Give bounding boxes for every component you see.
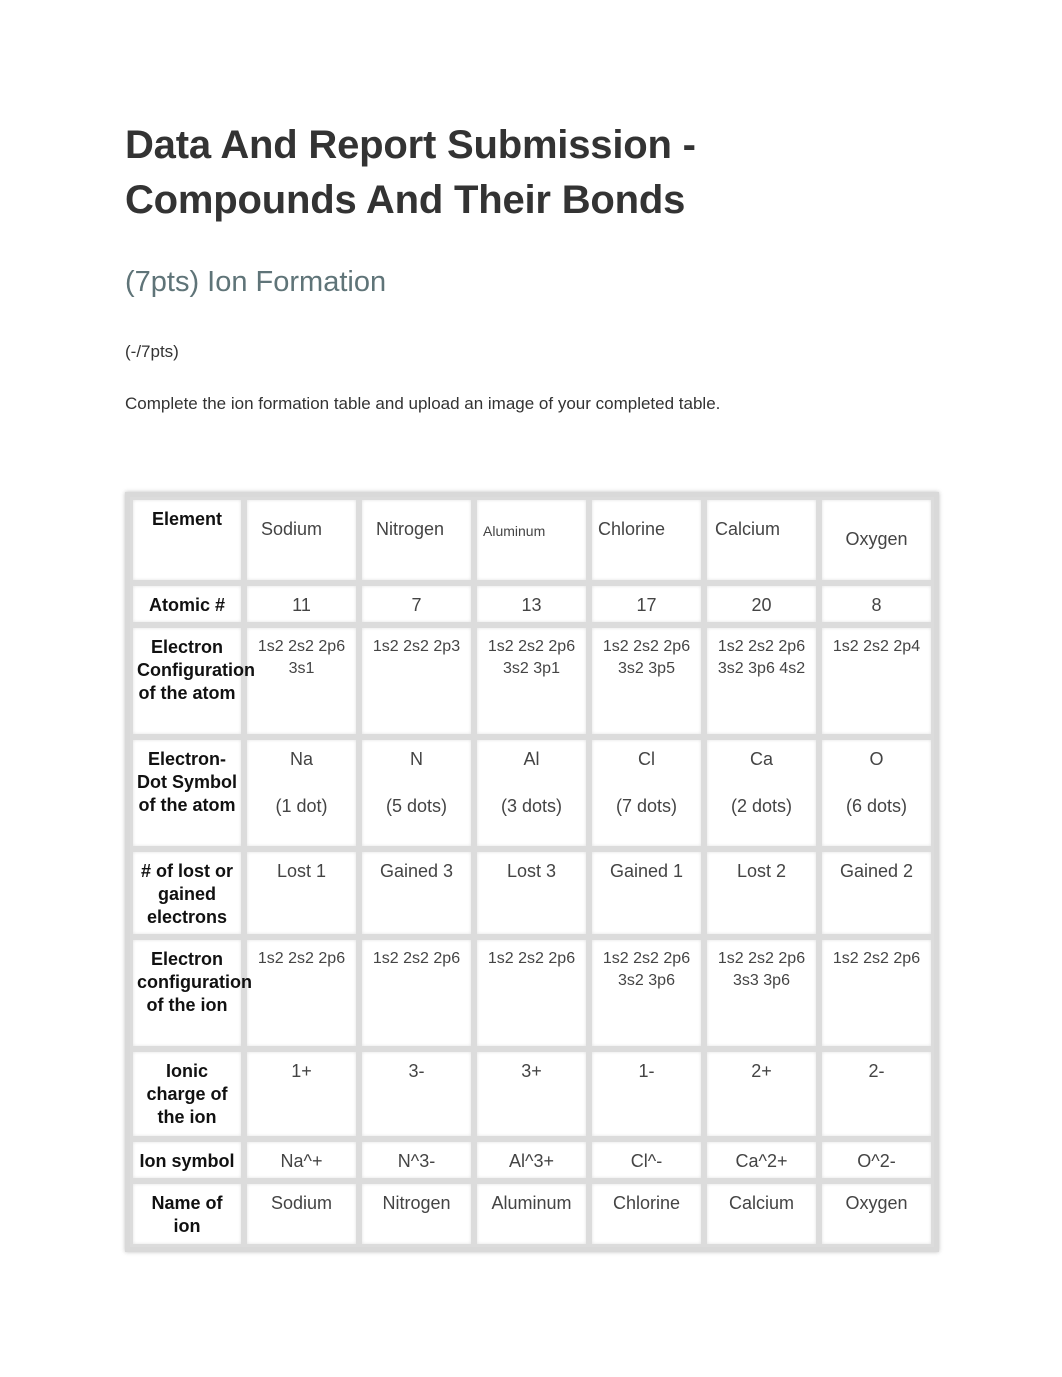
table-cell: 1s2 2s2 2p4 <box>819 625 934 737</box>
ion-formation-table <box>125 492 939 1252</box>
points-label: (-/7pts) <box>125 342 179 361</box>
table-cell: Calcium <box>704 1181 819 1247</box>
table-row <box>130 1181 934 1247</box>
table-cell: Sodium <box>244 1181 359 1247</box>
header-element: Aluminum <box>474 497 589 583</box>
table-cell: Na^+ <box>244 1139 359 1181</box>
table-cell <box>474 737 589 849</box>
table-cell: 1s2 2s2 2p3 <box>359 625 474 737</box>
ion-formation-table-image <box>125 492 933 1248</box>
electron-dot-symbol: N <box>410 749 423 769</box>
table-cell: 3+ <box>474 1049 589 1139</box>
table-cell <box>244 737 359 849</box>
table-cell: Cl^- <box>589 1139 704 1181</box>
table-cell: O^2- <box>819 1139 934 1181</box>
row-label: Name of ion <box>130 1181 244 1247</box>
table-cell <box>589 737 704 849</box>
table-row <box>130 583 934 625</box>
table-cell: 1- <box>589 1049 704 1139</box>
table-cell: N^3- <box>359 1139 474 1181</box>
row-label: Electron configuration of the ion <box>130 937 244 1049</box>
table-cell <box>704 737 819 849</box>
table-cell <box>819 737 934 849</box>
table-row <box>130 937 934 1049</box>
header-element: Oxygen <box>819 497 934 583</box>
table-cell: 20 <box>704 583 819 625</box>
table-cell: 13 <box>474 583 589 625</box>
row-label: # of lost or gained electrons <box>130 849 244 937</box>
row-label: Ionic charge of the ion <box>130 1049 244 1139</box>
header-element: Chlorine <box>589 497 704 583</box>
electron-dot-count: (7 dots) <box>615 796 678 816</box>
table-cell: Gained 1 <box>589 849 704 937</box>
electron-dot-count: (6 dots) <box>845 796 908 816</box>
table-cell: 1s2 2s2 2p6 3s2 3p5 <box>589 625 704 737</box>
electron-dot-symbol: Al <box>523 749 540 769</box>
table-cell: Lost 2 <box>704 849 819 937</box>
table-cell: Gained 3 <box>359 849 474 937</box>
table-cell: 8 <box>819 583 934 625</box>
table-cell: Ca^2+ <box>704 1139 819 1181</box>
table-row <box>130 737 934 849</box>
header-element: Sodium <box>244 497 359 583</box>
table-cell: Lost 1 <box>244 849 359 937</box>
electron-dot-count: (3 dots) <box>500 796 563 816</box>
section-heading: (7pts) Ion Formation <box>125 266 387 298</box>
table-cell: 2+ <box>704 1049 819 1139</box>
table-cell: 1s2 2s2 2p6 3s2 3p6 <box>589 937 704 1049</box>
electron-dot-symbol: O <box>869 749 884 769</box>
table-cell: 1s2 2s2 2p6 <box>819 937 934 1049</box>
table-row <box>130 849 934 937</box>
electron-dot-count: (5 dots) <box>385 796 448 816</box>
table-cell: 7 <box>359 583 474 625</box>
table-cell: 1s2 2s2 2p6 <box>359 937 474 1049</box>
table-cell: Nitrogen <box>359 1181 474 1247</box>
table-header-row <box>130 497 934 583</box>
table-cell: 1s2 2s2 2p6 3s3 3p6 <box>704 937 819 1049</box>
header-element: Calcium <box>704 497 819 583</box>
electron-dot-symbol: Ca <box>749 749 773 769</box>
header-label: Element <box>130 497 244 583</box>
row-label: Electron-Dot Symbol of the atom <box>130 737 244 849</box>
header-element: Nitrogen <box>359 497 474 583</box>
table-cell: Gained 2 <box>819 849 934 937</box>
table-cell: Oxygen <box>819 1181 934 1247</box>
table-cell: Aluminum <box>474 1181 589 1247</box>
table-cell: 1+ <box>244 1049 359 1139</box>
row-label: Ion symbol <box>130 1139 244 1181</box>
table-cell: Al^3+ <box>474 1139 589 1181</box>
row-label: Electron Configuration of the atom <box>130 625 244 737</box>
electron-dot-symbol: Na <box>289 749 313 769</box>
electron-dot-symbol: Cl <box>638 749 655 769</box>
table-cell: 17 <box>589 583 704 625</box>
table-cell: 1s2 2s2 2p6 <box>474 937 589 1049</box>
table-row <box>130 1049 934 1139</box>
table-cell <box>359 737 474 849</box>
table-row <box>130 625 934 737</box>
table-cell: 1s2 2s2 2p6 3s2 3p1 <box>474 625 589 737</box>
table-row <box>130 1139 934 1181</box>
table-cell: 3- <box>359 1049 474 1139</box>
table-cell: 1s2 2s2 2p6 3s2 3p6 4s2 <box>704 625 819 737</box>
electron-dot-count: (1 dot) <box>275 796 328 816</box>
electron-dot-count: (2 dots) <box>730 796 793 816</box>
table-cell: Lost 3 <box>474 849 589 937</box>
instructions-text: Complete the ion formation table and upload an image of your completed table. <box>125 394 721 413</box>
row-label: Atomic # <box>130 583 244 625</box>
table-cell: Chlorine <box>589 1181 704 1247</box>
table-cell: 11 <box>244 583 359 625</box>
table-cell: 2- <box>819 1049 934 1139</box>
table-cell: 1s2 2s2 2p6 <box>244 937 359 1049</box>
table-cell: 1s2 2s2 2p6 3s1 <box>244 625 359 737</box>
page-title: Data And Report Submission - Compounds And Their Bonds <box>125 123 696 222</box>
